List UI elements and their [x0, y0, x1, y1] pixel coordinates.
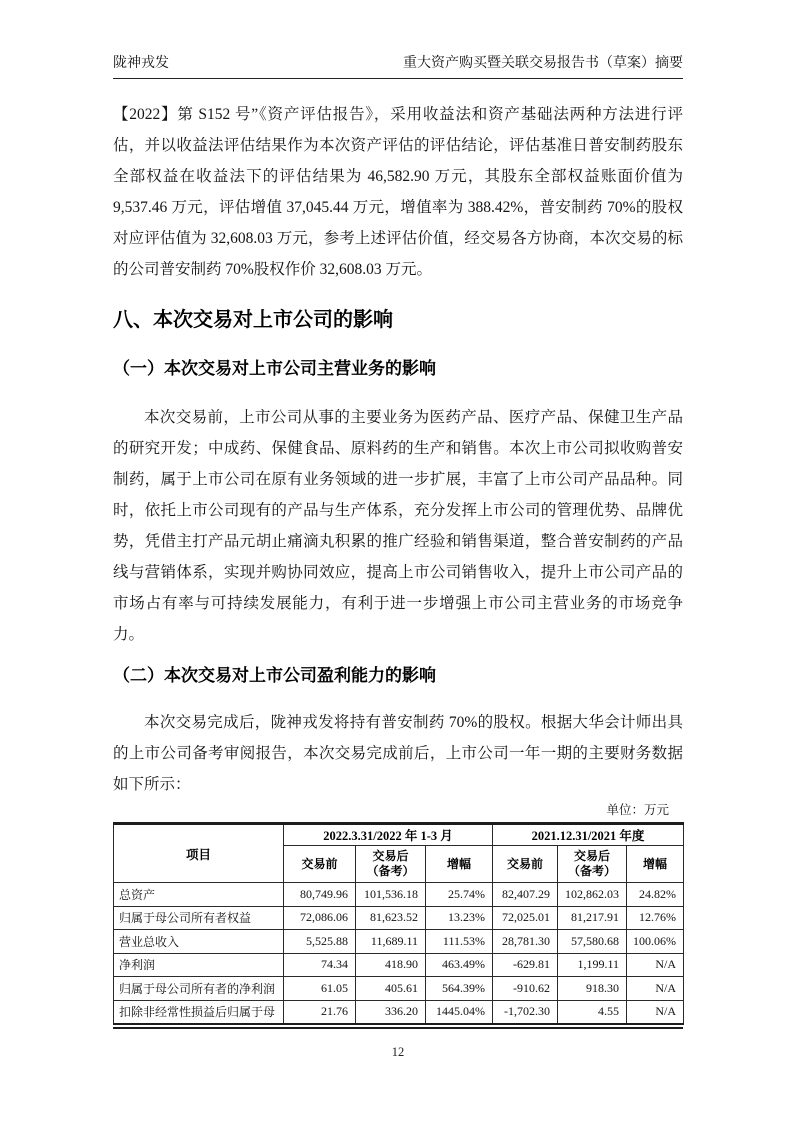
table-cell: 28,781.30 — [493, 930, 558, 954]
table-cell: 81,623.52 — [356, 906, 426, 930]
heading-sub-profitability: （二）本次交易对上市公司盈利能力的影响 — [113, 666, 436, 685]
paragraph-valuation-summary: 【2022】第 S152 号”《资产评估报告》，采用收益法和资产基础法两种方法进行评估，并以收益法评估结果作为本次资产评估的评估结论，评估基准日普安制药股东全部权益在收益法下的评估结果为 46,582.90 万元，其股东全部权益账面价值为 9,537.46 万元，评估增值 37,045.44 万元，增值率为 388.42%，普安制药 70%的股权对应评估值为 32,608.03 万元，参考上述评估价值，经交易各方协商，本次交易的标的公司普安制药 70%股权作价 32,608.03 万元。 — [113, 106, 683, 278]
table-cell: 102,862.03 — [558, 883, 627, 907]
col-header-pre-2021: 交易前 — [493, 846, 558, 883]
table-cell: 418.90 — [356, 953, 426, 977]
heading-sub-main-business: （一）本次交易对上市公司主营业务的影响 — [113, 359, 436, 378]
col-group-2021: 2021.12.31/2021 年度 — [493, 824, 684, 846]
page-header — [113, 0, 683, 79]
table-cell: -910.62 — [493, 977, 558, 1001]
row-label: 总资产 — [114, 883, 284, 907]
table-cell: 11,689.11 — [356, 930, 426, 954]
table-row-net-profit — [114, 953, 684, 977]
table-row-parent-net-profit — [114, 977, 684, 1001]
table-cell: 57,580.68 — [558, 930, 627, 954]
col-header-pre-2022: 交易前 — [284, 846, 356, 883]
col-header-change-2022: 增幅 — [426, 846, 493, 883]
table-cell: 405.61 — [356, 977, 426, 1001]
row-label: 营业总收入 — [114, 930, 284, 954]
table-cell: 82,407.29 — [493, 883, 558, 907]
table-group-header-row — [114, 824, 684, 846]
table-cell: 336.20 — [356, 1000, 426, 1024]
table-row-parent-equity — [114, 906, 684, 930]
table-cell: 4.55 — [558, 1000, 627, 1024]
table-cell: 1445.04% — [426, 1000, 493, 1024]
table-cell: 80,749.96 — [284, 883, 356, 907]
table-cell: 1,199.11 — [558, 953, 627, 977]
table-cell: 61.05 — [284, 977, 356, 1001]
table-cell: 13.23% — [426, 906, 493, 930]
table-cell: 25.74% — [426, 883, 493, 907]
table-cell: N/A — [627, 953, 684, 977]
table-cell: 111.53% — [426, 930, 493, 954]
table-bottom-rule — [113, 1027, 683, 1029]
table-cell: 101,536.18 — [356, 883, 426, 907]
table-cell: 72,025.01 — [493, 906, 558, 930]
unit-note: 单位：万元 — [606, 803, 669, 817]
paragraph-business-impact: 本次交易前，上市公司从事的主要业务为医药产品、医疗产品、保健卫生产品的研究开发；中成药、保健食品、原料药的生产和销售。本次上市公司拟收购普安制药，属于上市公司在原有业务领域的进一步扩展，丰富了上市公司产品品种。同时，依托上市公司现有的产品与生产体系，充分发挥上市公司的管理优势、品牌优势，凭借主打产品元胡止痛滴丸积累的推广经验和销售渠道，整合普安制药的产品线与营销体系，实现并购协同效应，提高上市公司销售收入，提升上市公司产品的市场占有率与可持续发展能力，有利于进一步增强上市公司主营业务的市场竞争力。 — [113, 409, 683, 643]
row-label: 归属于母公司所有者权益 — [114, 906, 284, 930]
table-cell: 100.06% — [627, 930, 684, 954]
page-number: 12 — [391, 1044, 405, 1059]
paragraph-profit-impact: 本次交易完成后，陇神戎发将持有普安制药 70%的股权。根据大华会计师出具的上市公司备考审阅报告，本次交易完成前后，上市公司一年一期的主要财务数据如下所示： — [113, 714, 683, 793]
col-header-post-2021: 交易后 （备考） — [558, 846, 627, 883]
header-company-name: 陇神戎发 — [113, 56, 169, 71]
financial-comparison-table — [113, 822, 684, 1025]
table-cell: -1,702.30 — [493, 1000, 558, 1024]
col-group-2022: 2022.3.31/2022 年 1-3 月 — [284, 824, 493, 846]
header-report-title: 重大资产购买暨关联交易报告书（草案）摘要 — [403, 56, 683, 71]
table-row-total-assets — [114, 883, 684, 907]
table-cell: 72,086.06 — [284, 906, 356, 930]
table-cell: 5,525.88 — [284, 930, 356, 954]
table-row-total-revenue — [114, 930, 684, 954]
table-cell: 463.49% — [426, 953, 493, 977]
row-label: 扣除非经常性损益后归属于母 — [114, 1000, 284, 1024]
row-label: 净利润 — [114, 953, 284, 977]
document-body — [113, 99, 683, 1060]
col-header-item: 项目 — [114, 824, 284, 883]
table-cell: -629.81 — [493, 953, 558, 977]
heading-section-impact: 八、本次交易对上市公司的影响 — [113, 309, 393, 331]
table-cell: 564.39% — [426, 977, 493, 1001]
row-label: 归属于母公司所有者的净利润 — [114, 977, 284, 1001]
col-header-post-2022: 交易后 （备考） — [356, 846, 426, 883]
table-cell: 12.76% — [627, 906, 684, 930]
col-header-change-2021: 增幅 — [627, 846, 684, 883]
table-cell: 918.30 — [558, 977, 627, 1001]
table-cell: 81,217.91 — [558, 906, 627, 930]
table-cell: N/A — [627, 977, 684, 1001]
table-cell: 74.34 — [284, 953, 356, 977]
table-cell: 21.76 — [284, 1000, 356, 1024]
table-row-deducted-profit — [114, 1000, 684, 1024]
table-cell: N/A — [627, 1000, 684, 1024]
table-cell: 24.82% — [627, 883, 684, 907]
